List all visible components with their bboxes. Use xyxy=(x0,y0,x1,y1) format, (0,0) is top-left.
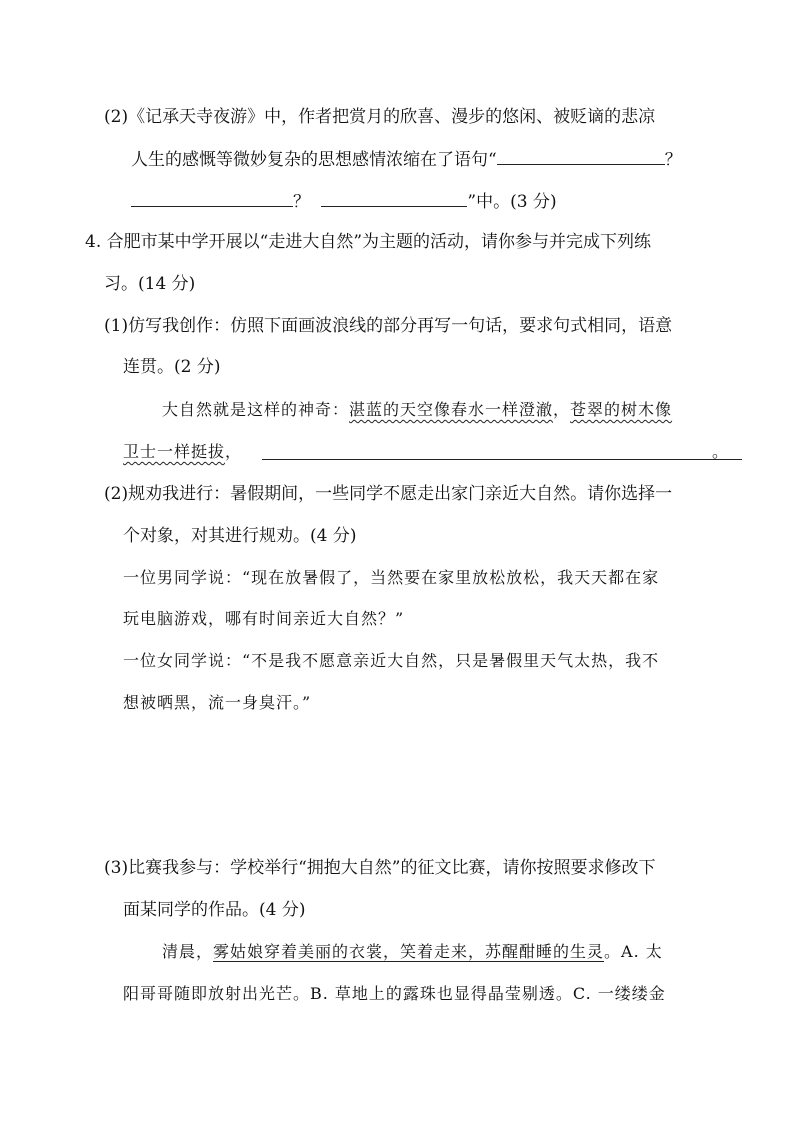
answer-blank-3[interactable] xyxy=(321,188,467,207)
example-wavy-1: 湛蓝的天空像春水一样澄澈 xyxy=(349,400,554,419)
q3-2-line1: (2)《记承天寺夜游》中，作者把赏月的欣喜、漫步的悠闲、被贬谪的悲凉 xyxy=(104,107,656,127)
q4-2-line2: 个对象，对其进行规劝。(4 分) xyxy=(123,526,357,546)
example-wavy-3: 卫士一样挺拔 xyxy=(123,442,226,461)
q3-2-line2-text: 人生的感慨等微妙复杂的思想感情浓缩在了语句“ xyxy=(131,150,497,170)
q3-2-line2 xyxy=(131,146,682,172)
question-mark-2: ？ xyxy=(293,192,310,212)
q4-2-line1: (2)规劝我进行：暑假期间，一些同学不愿走出家门亲近大自然。请你选择一 xyxy=(104,484,673,504)
q4-1-example-line1 xyxy=(162,398,672,422)
q4-1-line1: (1)仿写我创作：仿照下面画波浪线的部分再写一句话，要求句式相同，语意 xyxy=(104,316,673,336)
girl-quote-line2: 想被晒黑，流一身臭汗。” xyxy=(123,693,312,712)
example-prefix: 大自然就是这样的神奇： xyxy=(162,400,350,419)
q3-2-line3 xyxy=(131,188,557,214)
essay-line2: 阳哥哥随即放射出光芒。B. 草地上的露珠也显得晶莹剔透。C. 一缕缕金 xyxy=(123,984,666,1003)
q4-line2: 习。(14 分) xyxy=(104,274,196,294)
q4-line1: 4. 合肥市某中学开展以“走进大自然”为主题的活动，请你参与并完成下列练 xyxy=(85,232,652,252)
q4-3-line2: 面某同学的作品。(4 分) xyxy=(123,900,306,920)
answer-blank-2[interactable] xyxy=(131,188,293,207)
essay-suffix: 。A. 太 xyxy=(604,942,663,961)
q4-1-example-end: 。 xyxy=(712,442,730,461)
example-wavy-2: 苍翠的树木像 xyxy=(570,400,673,419)
imitation-answer-line[interactable] xyxy=(262,459,742,460)
essay-prefix: 清晨， xyxy=(162,942,214,961)
girl-quote-line1: 一位女同学说：“不是我不愿意亲近大自然，只是暑假里天气太热，我不 xyxy=(123,651,660,670)
q4-1-example-line2 xyxy=(123,440,242,464)
q4-1-line2: 连贯。(2 分) xyxy=(123,357,221,377)
boy-quote-line1: 一位男同学说：“现在放暑假了，当然要在家里放松放松，我天天都在家 xyxy=(123,568,660,587)
essay-line1 xyxy=(162,940,663,964)
example-comma: ， xyxy=(553,400,571,419)
answer-blank-1[interactable] xyxy=(497,146,665,165)
q4-3-line1: (3)比赛我参与：学校举行“拥抱大自然”的征文比赛，请你按照要求修改下 xyxy=(104,858,656,878)
q3-2-line3-suffix: ”中。(3 分) xyxy=(467,192,557,212)
example-comma-2: ， xyxy=(225,442,243,461)
essay-underlined: 雾姑娘穿着美丽的衣裳，笑着走来，苏醒酣睡的生灵 xyxy=(213,942,605,961)
question-mark-1: ？ xyxy=(664,150,682,170)
boy-quote-line2: 玩电脑游戏，哪有时间亲近大自然？” xyxy=(123,609,405,628)
